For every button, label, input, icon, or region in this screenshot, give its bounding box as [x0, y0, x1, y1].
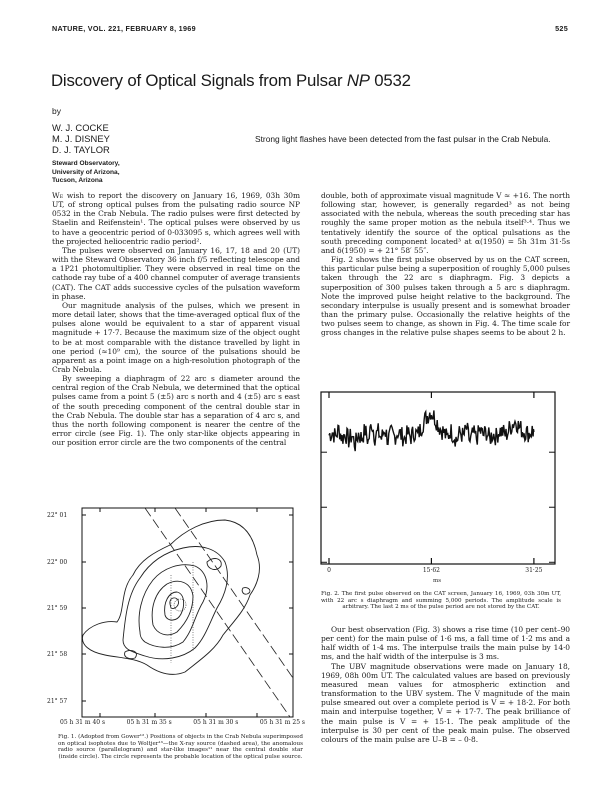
- isophote-2: [123, 547, 227, 659]
- fig1-x-ticks: [100, 508, 257, 717]
- journal-citation: NATURE, VOL. 221, FEBRUARY 8, 1969: [52, 24, 196, 33]
- author-list: [52, 122, 110, 155]
- fig1-y-tick-label: 21° 58: [47, 651, 68, 658]
- isophote-blob: [207, 559, 221, 570]
- affiliation-line: Tucson, Arizona: [52, 177, 103, 185]
- fig2-x-unit: ms: [433, 578, 442, 584]
- fig1-xray-dashed-area: [145, 508, 293, 717]
- figure-2-caption: Fig. 2. The first pulse observed on the CAT screen, January 16, 1969, 03h 30m UT, with 22 arc s diaphragm and summing 5,000 periods. The amplitude scale is arbitrary. The last 2 ms of the pulse period are not stored by the CAT.: [321, 591, 561, 611]
- title-end: 0532: [369, 71, 411, 90]
- fig1-x-tick-labels: [60, 719, 305, 726]
- paragraph: [52, 191, 300, 246]
- paragraph: Our magnitude analysis of the pulses, which we present in more detail later, shows that the time-averaged optical flux of the pulses alone would be equivalent to a star of apparent visual magnitude + 17·7. Because the maximum size of the object ought to be at most comparable with the distance travelled by light in one period (≈10⁹ cm), the source of the pulsations should be apparent as a point image on a high-resolution photograph of the Crab Nebula.: [52, 300, 300, 374]
- affiliation: [52, 160, 120, 186]
- author: M. J. DISNEY: [52, 133, 110, 144]
- fig1-y-tick-label: 21° 57: [47, 698, 68, 705]
- paragraph-text: wish to report the discovery on January 16, 1969, 03h 30m UT, of strong optical pulses from the pulsating radio source NP 0532 in the Crab Nebula. The radio pulses were first detected by Staelin and Reifenstein¹. The optical pulses were observed by us to have a geocentric period of 0·033095 s, which agrees well with the projected heliocentric radio period².: [52, 191, 300, 246]
- affiliation-line: Steward Observatory,: [52, 160, 120, 167]
- paragraph: The pulses were observed on January 16, 17, 18 and 20 (UT) with the Steward Observatory 36 inch f/5 reflecting telescope and a 1P21 photomultiplier. They were observed in real time on the cathode ray tube of a 400 channel computer of average transients (CAT). The CAT adds successive cycles of the pulsation waveform in phase.: [52, 245, 300, 301]
- fig1-y-tick-label: 22° 00: [47, 559, 68, 566]
- figure-1-isophote-map: [45, 500, 300, 720]
- fig1-x-tick-label: 05 h 31 m 25 s: [259, 719, 305, 726]
- fig1-y-ticks: [82, 515, 293, 701]
- fig2-x-tick-label: 15·62: [422, 567, 441, 574]
- author: D. J. TAYLOR: [52, 144, 110, 155]
- fig1-y-tick-label: 22° 01: [47, 512, 68, 519]
- isophote-5: [165, 592, 184, 620]
- isophote-outer: [82, 520, 259, 674]
- title-text: Discovery of Optical Signals from Pulsar: [51, 71, 347, 90]
- fig2-frame: [321, 392, 555, 564]
- fig1-isophotes: [82, 520, 259, 674]
- fig2-x-tick-label: 0: [327, 567, 331, 574]
- figure-1-caption: Fig. 1. (Adopted from Gower¹².) Positions of objects in the Crab Nebula superimposed on optical isophotes due to Woltjer¹³—the X-ray source (dashed area), the anomalous radio source (parallelogram) and star-like images¹¹ near the central double star (inside circle). The circle represents the probable location of the optical pulse source.: [58, 734, 303, 760]
- body-column-right-lower: [321, 625, 570, 744]
- paragraph: Our best observation (Fig. 3) shows a rise time (10 per cent–90 per cent) for the main pulse of 1·6 ms, a fall time of 1·2 ms and a half width of 1·4 ms. The interpulse trails the main pulse by 14·0 ms, and the half width of the interpulse is 3 ms.: [321, 625, 570, 662]
- affiliation-line: University of Arizona,: [52, 168, 120, 176]
- fig1-error-circle: [174, 599, 186, 611]
- fig2-ticks: [321, 392, 555, 564]
- body-column-right: [321, 191, 570, 338]
- article-title: [51, 71, 411, 91]
- title-italic: NP: [346, 71, 370, 90]
- fig2-series-line: [329, 410, 534, 451]
- running-header: [52, 24, 568, 33]
- paragraph: By sweeping a diaphragm of 22 arc s diameter around the central region of the Crab Nebula, we determined that the optical pulses came from a point 5 (±5) arc s north and 4 (±5) arc s east of the south preceding component of the central double star in the Crab Nebula. The double star has a separation of 4 arc s, and thus the north following component is nearer the centre of the error circle (see Fig. 1). The only star-like objects appearing in our position error circle are the two components of the central: [52, 374, 300, 448]
- fig1-x-tick-label: 05 h 31 m 35 s: [126, 719, 172, 726]
- author: W. J. COCKE: [52, 122, 109, 133]
- isophote-blob: [242, 588, 250, 595]
- fig2-x-tick-label: 31·25: [525, 567, 543, 574]
- fig1-x-tick-label: 05 h 31 m 40 s: [60, 719, 106, 726]
- fig1-frame: [82, 508, 293, 717]
- paragraph: The UBV magnitude observations were made on January 18, 1969, 08h 00m UT. The calculated values are based on previously measured mean values for atmospheric extinction and transformation to the UBV system. The V magnitude of the main pulse smeared out over a complete period is V = + 18·2. For both main and interpulse together, V = + 17·7. The peak brilliance of the main pulse is V = + 15·1. The peak amplitude of the interpulse is 30 per cent of the peak main pulse. The observed colours of the main pulse are U–B = – 0·8.: [321, 661, 570, 744]
- fig1-x-tick-label: 05 h 31 m 30 s: [193, 719, 239, 726]
- abstract: Strong light flashes have been detected from the fast pulsar in the Crab Nebula.: [255, 134, 551, 144]
- drop-lead: We: [52, 191, 64, 200]
- body-column-left: [52, 191, 300, 447]
- byline: by: [52, 106, 61, 116]
- fig1-y-tick-label: 21° 59: [47, 605, 68, 612]
- page-number: 525: [555, 24, 568, 33]
- paragraph: double, both of approximate visual magnitude V ≈ +16. The north following star, however, is generally regarded³ as not being associated with the nebula, whereas the south preceding star has roughly the same proper motion as the nebula itself³·⁴. Thus we tentatively identify the source of the optical pulsations as the south preceding component located³ at α(1950) = 5h 31m 31·5s and δ(1950) = + 21° 58′ 55″.: [321, 191, 570, 255]
- isophote-3: [139, 565, 207, 648]
- figure-2-pulse-chart: [315, 388, 560, 578]
- paragraph: Fig. 2 shows the first pulse observed by us on the CAT screen, this particular pulse being a superposition of roughly 5,000 pulses taken through the 22 arc s diaphragm. Fig. 3 depicts a superposition of 300 pulses taken through a 5 arc s diaphragm. Note the improved pulse height relative to the background. The secondary interpulse is usually present and is somewhat broader than the primary pulse. Occasionally the relative heights of the two pulses seem to change, as shown in Fig. 4. The time scale for gross changes in the relative pulse shapes seems to be about 2 h.: [321, 255, 570, 338]
- isophote-blob: [125, 650, 137, 658]
